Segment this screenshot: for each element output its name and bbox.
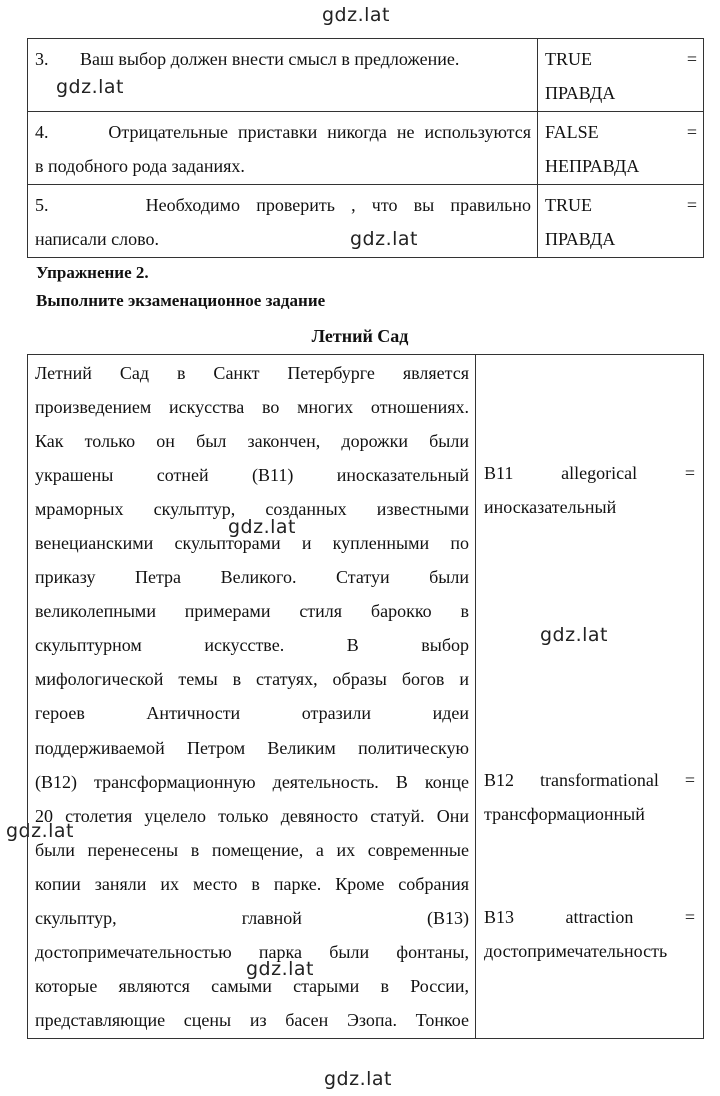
passage-line: мраморных скульптур, созданных известными (35, 499, 469, 520)
passage-line: Летний Сад в Санкт Петербурге является (35, 363, 469, 383)
glossary-code: B11 (484, 463, 514, 483)
watermark-passage-2: gdz.lat (246, 958, 315, 980)
passage-line: копии заняли их место в парке. Кроме собрания (35, 873, 469, 894)
glossary-ru: иносказательный (484, 497, 617, 517)
table-row (28, 355, 704, 1039)
statement-text: Необходимо проверить , что вы правильно (145, 195, 532, 215)
passage-cell (28, 355, 476, 1039)
passage-line: венецианскими скульпторами и купленными по (35, 533, 469, 554)
glossary-eq: = (684, 907, 696, 927)
table-row (28, 39, 704, 112)
answer-eq: = (686, 49, 697, 69)
statement-line (35, 188, 531, 222)
passage-line: произведением искусства во многих отношениях. (35, 397, 469, 418)
answer-en-line (545, 188, 697, 222)
passage-table (27, 354, 704, 1039)
passage-line: 20 столетия уцелело только девяносто статуй. Они (35, 805, 469, 826)
passage-line: были перенесены в помещение, а их современные (35, 839, 469, 860)
statement-line (35, 115, 531, 149)
statement-number: 3. (35, 49, 49, 69)
passage-line: (B12) трансформационную деятельность. В конце (35, 771, 469, 792)
statements-table (27, 38, 704, 258)
glossary-en: allegorical (561, 463, 638, 483)
exercise-heading: Упражнение 2. (36, 263, 149, 282)
statement-cell (28, 39, 538, 112)
answer-eq: = (686, 195, 697, 215)
passage-line: скульптур, главной (B13) (35, 907, 469, 928)
answer-en: FALSE (545, 122, 599, 142)
answer-en-line (545, 42, 697, 76)
answer-ru: НЕПРАВДА (545, 156, 640, 176)
passage-line: приказу Петра Великого. Статуи были (35, 567, 469, 588)
glossary-en: attraction (565, 907, 634, 927)
passage-line: поддерживаемой Петром Великим политическую (35, 737, 469, 758)
exercise-task: Выполните экзаменационное задание (36, 291, 326, 310)
passage-line: героев Античности отразили идеи (35, 703, 469, 724)
watermark-row3: gdz.lat (56, 76, 125, 98)
table-row (28, 112, 704, 185)
glossary-eq: = (684, 463, 695, 483)
glossary-code: B13 (484, 907, 515, 927)
glossary-term-line (484, 763, 695, 797)
passage-line: представляющие сцены из басен Эзопа. Тонкое (35, 1009, 469, 1030)
statement-line: написали слово. (35, 229, 159, 249)
statement-text: Ваш выбор должен внести смысл в предложение. (80, 49, 460, 69)
glossary-ru: достопримечательность (484, 941, 668, 961)
passage-line: которые являются самыми старыми в России, (35, 975, 469, 996)
passage-title: Летний Сад (311, 326, 409, 346)
answer-en: TRUE (545, 49, 592, 69)
glossary-term-line (484, 456, 695, 490)
table-row (28, 185, 704, 258)
answer-eq: = (686, 122, 697, 142)
watermark-gloss: gdz.lat (540, 624, 609, 646)
passage-line: достопримечательностью парка были фонтаны, (35, 941, 469, 962)
glossary-entry-b13 (484, 900, 695, 968)
answer-en: TRUE (545, 195, 592, 215)
answer-ru: ПРАВДА (545, 229, 616, 249)
statement-number: 5. (35, 195, 49, 215)
glossary-en: transformational (539, 770, 659, 790)
glossary-cell (476, 355, 704, 1039)
answer-cell (538, 185, 704, 258)
answer-cell (538, 39, 704, 112)
watermark-top: gdz.lat (322, 4, 391, 26)
statement-cell (28, 185, 538, 258)
glossary-entry-b11 (484, 456, 695, 524)
watermark-bottom: gdz.lat (324, 1068, 393, 1090)
glossary-eq: = (684, 770, 696, 790)
watermark-passage-1: gdz.lat (228, 516, 297, 538)
passage-line: мифологической темы в статуях, образы богов и (35, 669, 469, 690)
answer-ru: ПРАВДА (545, 83, 616, 103)
passage-line: великолепными примерами стиля барокко в (35, 601, 469, 622)
statement-text: Отрицательные приставки никогда не используются (108, 122, 532, 142)
glossary-entry-b12 (484, 763, 695, 831)
statement-cell (28, 112, 538, 185)
passage-line: украшены сотней (B11) иносказательный (35, 465, 469, 486)
glossary-term-line (484, 900, 695, 934)
glossary-code: B12 (484, 770, 515, 790)
passage-line: Как только он был закончен, дорожки были (35, 431, 469, 452)
statement-number: 4. (35, 122, 49, 142)
statement-line: в подобного рода заданиях. (35, 156, 245, 176)
glossary-ru: трансформационный (484, 804, 645, 824)
passage-line: скульптурном искусстве. В выбор (35, 635, 469, 656)
watermark-row5: gdz.lat (350, 228, 419, 250)
watermark-left-edge: gdz.lat (6, 820, 75, 842)
answer-cell (538, 112, 704, 185)
answer-en-line (545, 115, 697, 149)
